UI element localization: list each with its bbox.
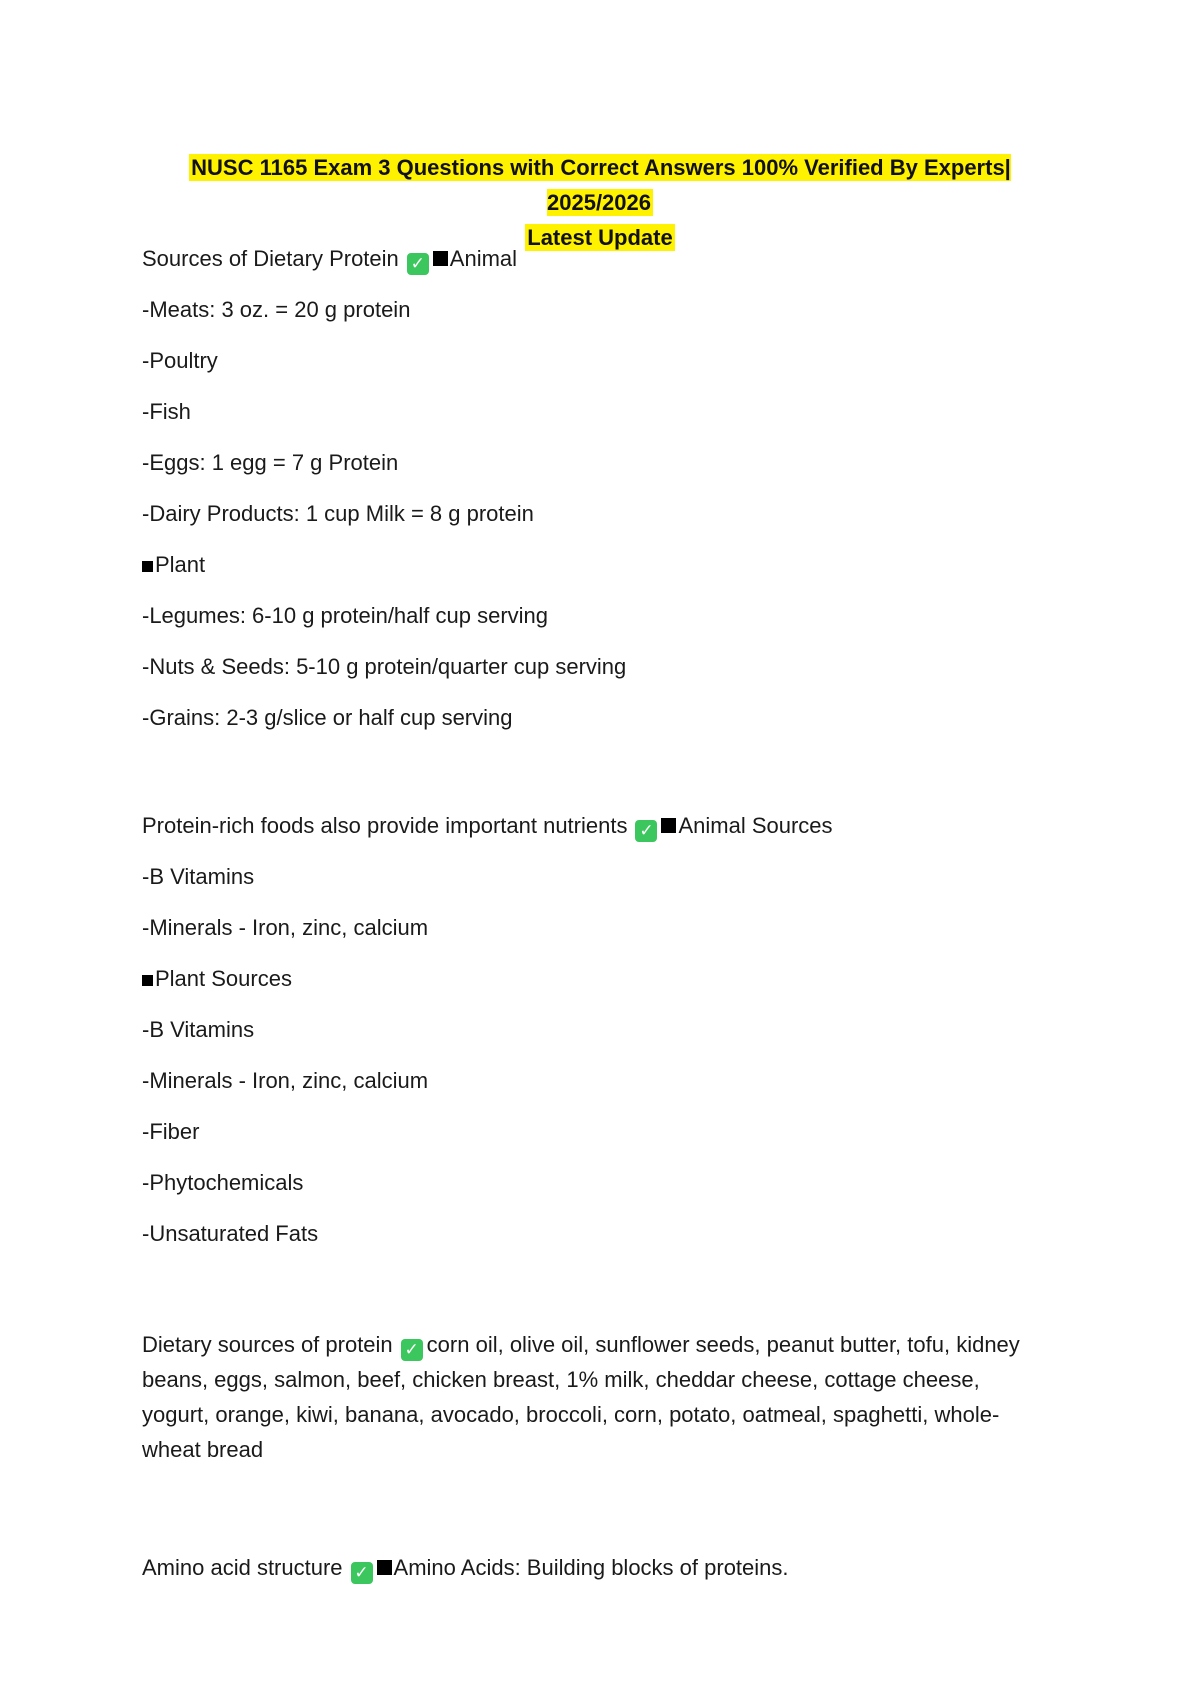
answer-1-subhead [142, 549, 1042, 600]
answer-2-subline: -Fiber [142, 1119, 200, 1144]
answer-2-line: -B Vitamins [142, 864, 255, 889]
black-square-icon [142, 975, 153, 986]
answer-1-line: -Fish [142, 399, 191, 424]
black-square-icon [142, 561, 153, 572]
question-2 [142, 810, 1042, 861]
spacer [142, 1467, 1042, 1552]
spacer [142, 1269, 1042, 1327]
answer-1-subline: -Grains: 2-3 g/slice or half cup serving [142, 705, 513, 730]
question-2-text: Protein-rich foods also provide important nutrients [142, 813, 628, 838]
question-4-text: Amino acid structure [142, 1555, 343, 1580]
answer-2-line: -Minerals - Iron, zinc, calcium [142, 915, 429, 940]
answer-1-subhead-text: Plant [155, 552, 206, 577]
answer-1-head: Animal [449, 246, 518, 271]
question-4 [142, 1552, 1042, 1603]
title-line-1: NUSC 1165 Exam 3 Questions with Correct Answers 100% Verified By Experts| 2025/2026 [191, 155, 1011, 215]
answer-2-subline: -B Vitamins [142, 1017, 255, 1042]
answer-1-line: -Poultry [142, 348, 218, 373]
answer-2-subhead [142, 963, 1042, 1014]
question-1-text: Sources of Dietary Protein [142, 246, 399, 271]
answer-2-subhead-text: Plant Sources [155, 966, 292, 991]
check-mark-icon: ✓ [407, 253, 429, 275]
answer-2-subline: -Phytochemicals [142, 1170, 304, 1195]
answer-2-head: Animal Sources [678, 813, 833, 838]
question-3-text: Dietary sources of protein [142, 1332, 393, 1357]
check-mark-icon: ✓ [635, 820, 657, 842]
answer-2-subline: -Unsaturated Fats [142, 1221, 319, 1246]
black-square-icon [433, 251, 448, 266]
spacer [142, 753, 1042, 810]
answer-1-subline: -Legumes: 6-10 g protein/half cup serving [142, 603, 549, 628]
check-mark-icon: ✓ [351, 1562, 373, 1584]
question-1 [142, 243, 1042, 294]
qa-content [142, 243, 1042, 1603]
black-square-icon [377, 1560, 392, 1575]
answer-3-text: corn oil, olive oil, sunflower seeds, peanut butter, tofu, kidney beans, eggs, salmon, beef, chicken breast, 1% milk, cheddar cheese, cottage cheese, yogurt, orange, kiwi, banana, avocado, broccoli, corn, potato, oatmeal, spaghetti, whole-wheat bread [142, 1332, 1020, 1462]
answer-2-subline: -Minerals - Iron, zinc, calcium [142, 1068, 429, 1093]
check-mark-icon: ✓ [401, 1339, 423, 1361]
black-square-icon [661, 818, 676, 833]
answer-4-text: Amino Acids: Building blocks of proteins. [393, 1555, 789, 1580]
answer-1-line: -Dairy Products: 1 cup Milk = 8 g protein [142, 501, 534, 526]
document-title [150, 150, 1050, 255]
answer-1-line: -Eggs: 1 egg = 7 g Protein [142, 450, 399, 475]
answer-1-subline: -Nuts & Seeds: 5-10 g protein/quarter cup serving [142, 654, 627, 679]
question-3 [142, 1327, 1042, 1467]
title-line-2: Latest Update [527, 225, 673, 250]
answer-1-line: -Meats: 3 oz. = 20 g protein [142, 297, 411, 322]
